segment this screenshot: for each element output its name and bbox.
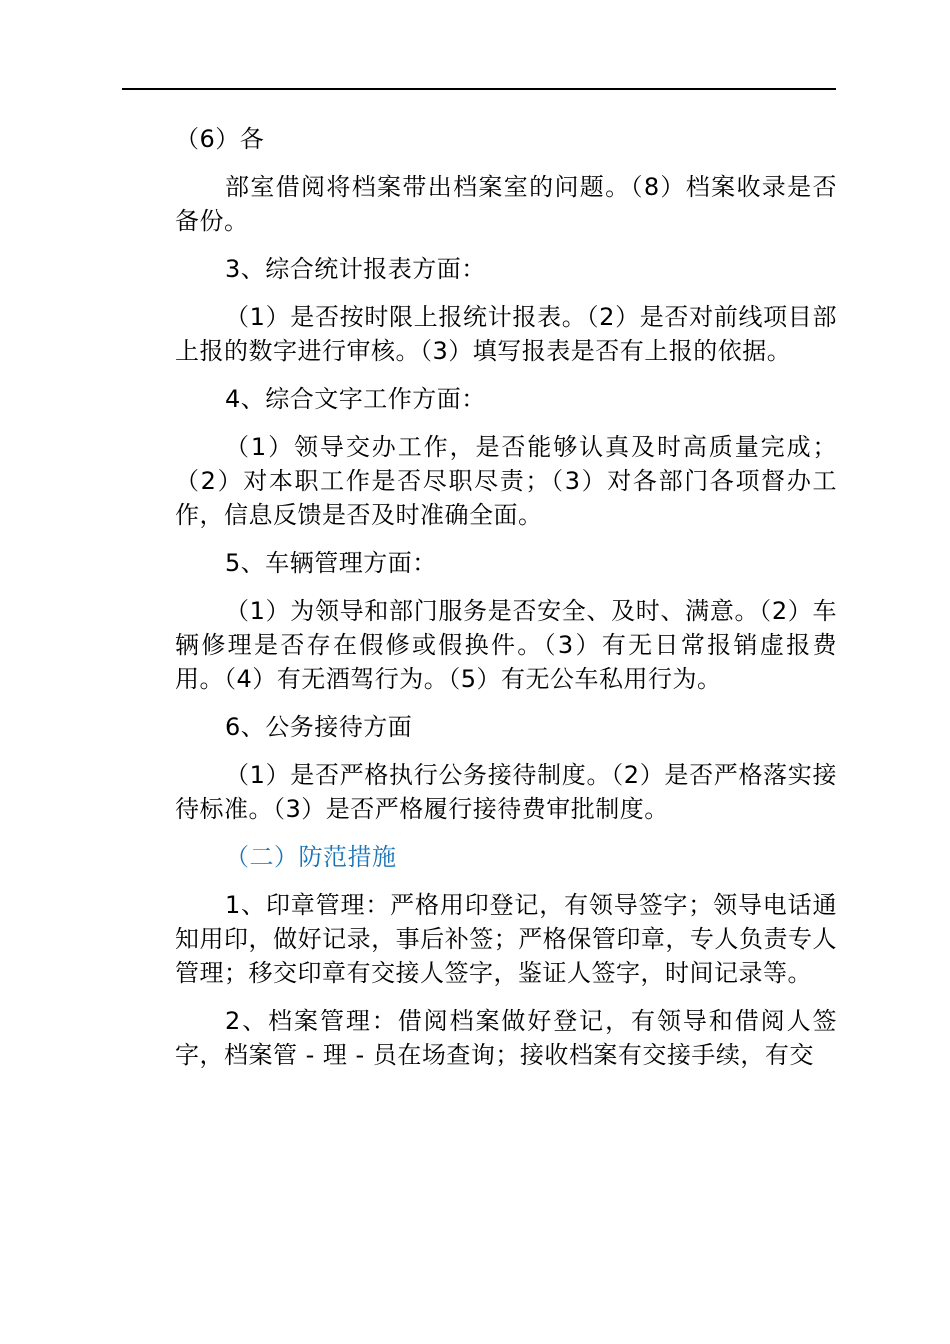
paragraph-archive-management: 2、档案管理：借阅档案做好登记，有领导和借阅人签字，档案管 - 理 - 员在场查询；接收档案有交接手续，有交 (175, 1007, 837, 1069)
paragraph-archive-borrow: 部室借阅将档案带出档案室的问题。（8）档案收录是否备份。 (175, 173, 837, 235)
section-heading-reception: 6、公务接待方面 (225, 713, 413, 741)
header-rule (122, 88, 836, 90)
paragraph-vehicles: （1）为领导和部门服务是否安全、及时、满意。（2）车辆修理是否存在假修或假换件。（3）有无日常报销虚报费用。（4）有无酒驾行为。（5）有无公车私用行为。 (175, 597, 837, 693)
section-heading-vehicles: 5、车辆管理方面： (225, 549, 437, 577)
paragraph-seal-management: 1、印章管理：严格用印登记，有领导签字；领导电话通知用印，做好记录，事后补签；严格保管印章，专人负责专人管理；移交印章有交接人签字，鉴证人签字，时间记录等。 (175, 891, 837, 987)
section-heading-statistics: 3、综合统计报表方面： (225, 255, 486, 283)
paragraph-item-6: （6）各 (175, 125, 265, 153)
paragraph-reception: （1）是否严格执行公务接待制度。（2）是否严格落实接待标准。（3）是否严格履行接待费审批制度。 (175, 761, 837, 823)
document-body (175, 122, 837, 1086)
paragraph-statistics: （1）是否按时限上报统计报表。（2）是否对前线项目部上报的数字进行审核。（3）填写报表是否有上报的依据。 (175, 303, 837, 365)
paragraph-writing: （1）领导交办工作，是否能够认真及时高质量完成；（2）对本职工作是否尽职尽责；（3）对各部门各项督办工作，信息反馈是否及时准确全面。 (175, 433, 837, 529)
section-heading-prevention: （二）防范措施 (225, 843, 397, 871)
section-heading-writing: 4、综合文字工作方面： (225, 385, 486, 413)
